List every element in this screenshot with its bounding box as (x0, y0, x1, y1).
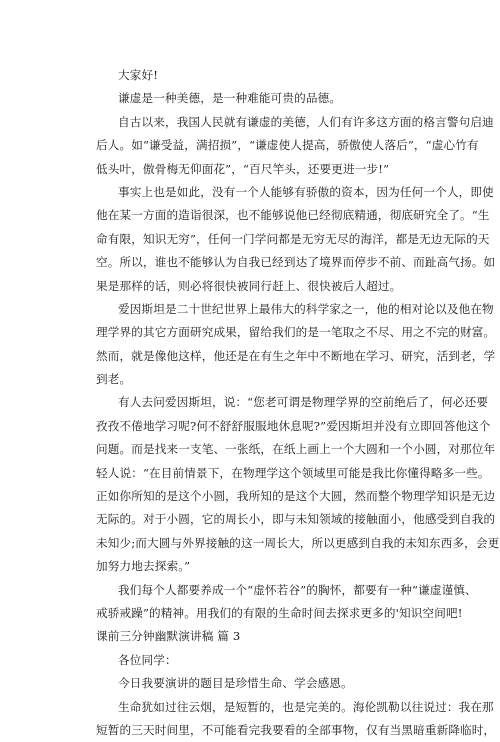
text-line: 我们每个人都要养成一个“虚怀若谷”的胸怀，都要有一种“谦虚谨慎、 (118, 582, 477, 597)
text-line: 大家好! (118, 68, 159, 82)
text-line: 无际的。对于小圆，它的周长小，即与未知领域的接触面小，他感受到自我的 (96, 512, 496, 527)
text-line: 生命犹如过往云烟，是短暂的，也是完美的。海伦凯勒以往说过：我在那 (118, 699, 494, 714)
text-line: 有人去问爱因斯坦，说：“您老可谓是物理学界的空前绝后了，何必还要 (118, 395, 489, 410)
text-line: 然而，就是像他这样，他还是在有生之年中不断地在学习、研究，活到老，学 (96, 348, 496, 363)
text-line: 孜孜不倦地学习呢?何不舒舒服服地休息呢?”爱因斯坦并没有立即回答他这个 (96, 418, 491, 433)
text-line: 课前三分钟幽默演讲稿 篇 3 (96, 629, 241, 644)
text-line: 事实上也是如此，没有一个人能够有骄傲的资本，因为任何一个人，即使 (118, 184, 494, 199)
text-line: 到老。 (96, 372, 132, 387)
text-line: 短暂的三天时间里，不可能看完我要看的全部事物，仅有当黑暗重新降临时， (96, 722, 496, 737)
text-line: 谦虚是一种美德，是一种难能可贵的品德。 (118, 91, 342, 106)
text-line: 今日我要演讲的题目是珍惜生命、学会感恩。 (118, 676, 353, 691)
text-line: 正如你所知的是这个小圆，我所知的是这个大圆，然而整个物理学知识是无边 (96, 489, 496, 504)
text-line: 各位同学： (118, 652, 177, 667)
text-line: 后人。如“谦受益，满招损”，“谦虚使人提高，骄傲使人落后”，“虚心竹有 (96, 138, 479, 153)
text-line: 他在某一方面的造诣很深，也不能够说他已经彻底精通，彻底研究全了。“生 (96, 208, 490, 223)
text-line: 轻人说：“在目前情景下，在物理学这个领域里可能是我比你懂得略多一些。 (96, 465, 490, 480)
text-line: 戒骄戒躁”的精神。用我们的有限的生命时间去探求更多的'知识空间吧! (96, 605, 463, 620)
text-line: 问题。而是找来一支笔、一张纸，在纸上画上一个大圆和一个小圆，对那位年 (96, 442, 496, 457)
text-line: 果是那样的话，则必将很快被同行赶上、很快被后人超过。 (96, 278, 402, 293)
text-line: 命有限，知识无穷”，任何一门学问都是无穷无尽的海洋，都是无边无际的天 (96, 231, 490, 246)
text-line: 爱因斯坦是二十世纪世界上最伟大的科学家之一，他的相对论以及他在物 (118, 301, 494, 316)
text-line: 低头叶，傲骨梅无仰面花”，“百尺竿头，还要更进一步!” (96, 161, 390, 176)
text-line: 空。所以，谁也不能够认为自我已经到达了境界而停步不前、而趾高气扬。如 (96, 255, 496, 270)
text-line: 加努力地去探索。” (96, 559, 191, 574)
text-line: 理学界的其它方面研究成果，留给我们的是一笔取之不尽、用之不完的财富。 (96, 325, 496, 340)
text-line: 自古以来，我国人民就有谦虚的美德，人们有许多这方面的格言警句启迪 (118, 114, 494, 129)
text-line: 未知少;而大圆与外界接触的这一周长大，所以更感到自我的未知东西多，会更 (96, 535, 500, 550)
